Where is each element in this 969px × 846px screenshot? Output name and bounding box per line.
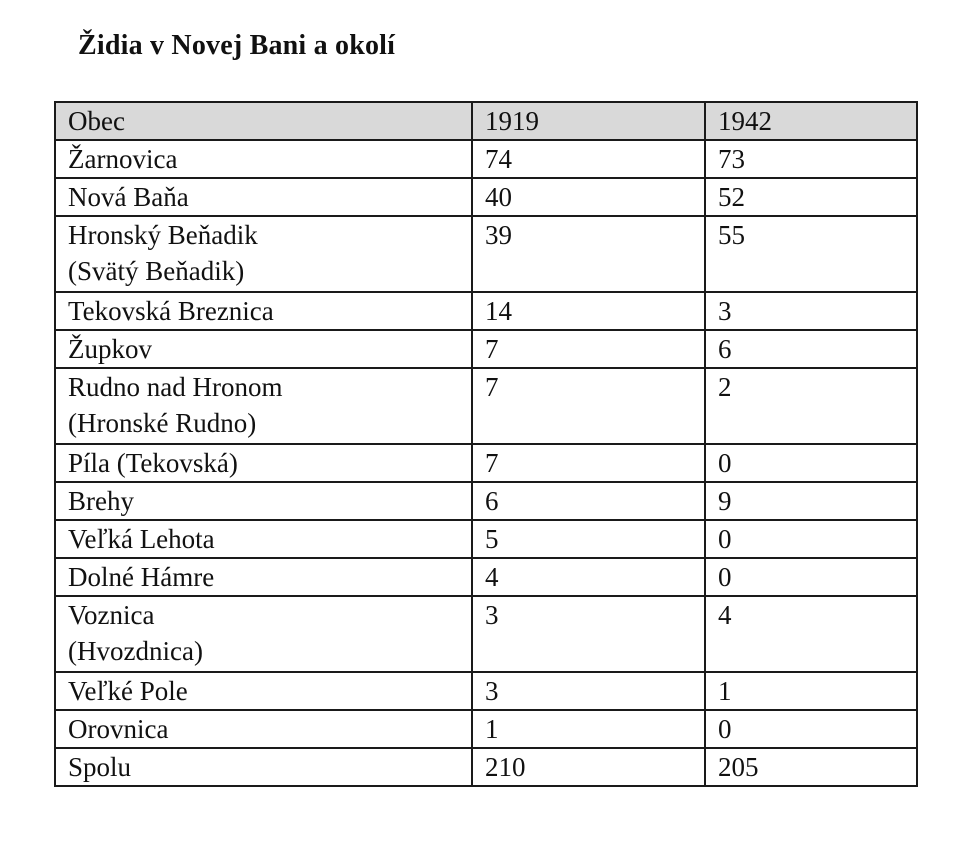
table-row — [55, 216, 917, 292]
jews-population-table — [54, 101, 918, 787]
count-1942-cell: 9 — [705, 482, 917, 520]
obec-cell: Veľké Pole — [55, 672, 472, 710]
table-header-row — [55, 102, 917, 140]
table-row — [55, 710, 917, 748]
count-1919-cell: 6 — [472, 482, 705, 520]
count-1919-cell: 40 — [472, 178, 705, 216]
obec-cell: Žarnovica — [55, 140, 472, 178]
count-1942-cell: 0 — [705, 520, 917, 558]
count-1942-cell: 0 — [705, 444, 917, 482]
obec-cell: Brehy — [55, 482, 472, 520]
column-header-obec: Obec — [55, 102, 472, 140]
count-1919-cell: 7 — [472, 330, 705, 368]
count-1942-cell: 73 — [705, 140, 917, 178]
total-label-cell: Spolu — [55, 748, 472, 786]
count-1942-cell: 0 — [705, 710, 917, 748]
count-1919-cell: 14 — [472, 292, 705, 330]
table-row — [55, 596, 917, 672]
obec-cell: Župkov — [55, 330, 472, 368]
table-row — [55, 672, 917, 710]
table-row — [55, 520, 917, 558]
count-1919-cell: 5 — [472, 520, 705, 558]
count-1942-cell: 55 — [705, 216, 917, 292]
obec-cell: Hronský Beňadik (Svätý Beňadik) — [55, 216, 472, 292]
table-row — [55, 482, 917, 520]
column-header-1942: 1942 — [705, 102, 917, 140]
count-1942-cell: 3 — [705, 292, 917, 330]
count-1942-cell: 4 — [705, 596, 917, 672]
count-1919-cell: 7 — [472, 368, 705, 444]
column-header-1919: 1919 — [472, 102, 705, 140]
count-1942-cell: 6 — [705, 330, 917, 368]
count-1942-cell: 2 — [705, 368, 917, 444]
total-1942-cell: 205 — [705, 748, 917, 786]
obec-cell: Tekovská Breznica — [55, 292, 472, 330]
count-1942-cell: 52 — [705, 178, 917, 216]
table-row — [55, 558, 917, 596]
obec-cell: Dolné Hámre — [55, 558, 472, 596]
obec-cell: Voznica (Hvozdnica) — [55, 596, 472, 672]
count-1942-cell: 0 — [705, 558, 917, 596]
table-row — [55, 292, 917, 330]
count-1919-cell: 3 — [472, 596, 705, 672]
count-1919-cell: 74 — [472, 140, 705, 178]
obec-cell: Veľká Lehota — [55, 520, 472, 558]
obec-cell: Píla (Tekovská) — [55, 444, 472, 482]
table-row — [55, 444, 917, 482]
table-row — [55, 330, 917, 368]
count-1919-cell: 1 — [472, 710, 705, 748]
table-row — [55, 368, 917, 444]
count-1919-cell: 7 — [472, 444, 705, 482]
count-1919-cell: 39 — [472, 216, 705, 292]
table-row — [55, 178, 917, 216]
obec-cell: Nová Baňa — [55, 178, 472, 216]
page-title: Židia v Novej Bani a okolí — [78, 30, 396, 61]
table-row — [55, 140, 917, 178]
obec-cell: Rudno nad Hronom (Hronské Rudno) — [55, 368, 472, 444]
count-1942-cell: 1 — [705, 672, 917, 710]
obec-cell: Orovnica — [55, 710, 472, 748]
count-1919-cell: 4 — [472, 558, 705, 596]
count-1919-cell: 3 — [472, 672, 705, 710]
total-row — [55, 748, 917, 786]
total-1919-cell: 210 — [472, 748, 705, 786]
